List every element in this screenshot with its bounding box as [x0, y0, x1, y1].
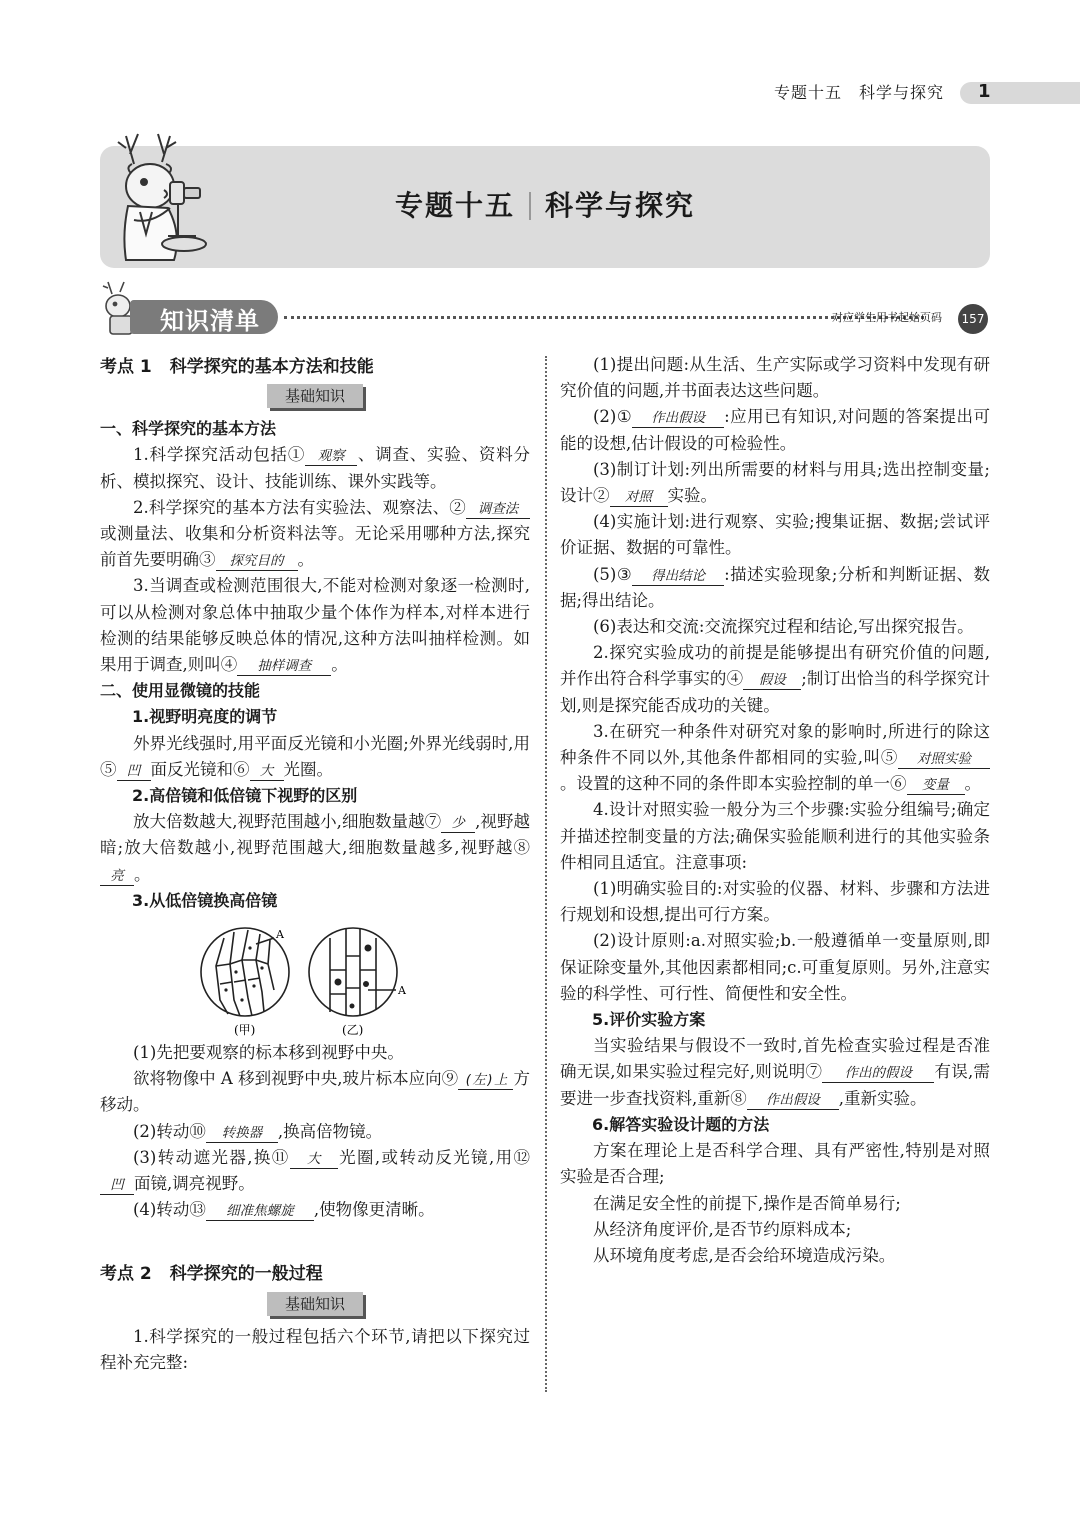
- running-title: 专题十五 科学与探究: [774, 83, 945, 102]
- answer-blank: 对照实验: [898, 750, 990, 769]
- paragraph: 欲将物像中 A 移到视野中央,玻片标本应向⑨ (左)上 方移动。: [100, 1069, 530, 1115]
- answer-blank: 凹: [100, 1176, 134, 1195]
- answer-blank: 大: [250, 762, 284, 781]
- label-a-jia: A: [276, 928, 284, 942]
- title-separator: [529, 192, 531, 220]
- chapter-name: 科学与探究: [545, 189, 696, 222]
- paragraph: 4.设计对照实验一般分为三个步骤:实验分组编号;确定并描述控制变量的方法;确保实验能顺利进行的其他实验条件相同且适宜。注意事项:: [560, 800, 990, 872]
- paragraph: 2.科学探究的基本方法有实验法、观察法、② 调查法或测量法、收集和分析资料法等。无论采用哪种方法,探究前首先要明确③ 探究目的 。: [100, 497, 530, 570]
- paragraph: (1)明确实验目的:对实验的仪器、材料、步骤和方法进行规划和设想,提出可行方案。: [560, 879, 990, 925]
- paragraph: (1)提出问题:从生活、生产实际或学习资料中发现有研究价值的问题,并书面表达这些问题。: [560, 355, 990, 401]
- answer-blank: 得出结论: [632, 567, 724, 586]
- paragraph: 3.在研究一种条件对研究对象的影响时,所进行的除这种条件不同以外,其他条件都相同的实验,叫⑤ 对照实验。设置的这种不同的条件即本实验控制的单一⑥ 变量 。: [560, 721, 990, 794]
- answer-blank: 作出假设: [747, 1091, 839, 1110]
- right-column: [560, 352, 990, 1269]
- knowledge-badge: [130, 300, 278, 334]
- section-heading: 二、使用显微镜的技能: [100, 681, 261, 701]
- answer-blank: 少: [441, 814, 475, 833]
- sub-heading: 6.解答实验设计题的方法: [592, 1114, 770, 1134]
- basic-knowledge-label: 基础知识: [267, 384, 363, 408]
- column-divider: [545, 356, 547, 1392]
- answer-blank: 调查法: [466, 500, 530, 519]
- basic-knowledge-label: 基础知识: [267, 1292, 363, 1316]
- answer-blank: 抽样调查: [237, 657, 331, 676]
- paragraph: 2.探究实验成功的前提是能够提出有研究价值的问题,并作出符合科学事实的④ 假设 ;制订出恰当的科学探究计划,则是探究能否成功的关键。: [560, 643, 990, 715]
- paragraph: (2)转动⑩ 转换器 ,换高倍物镜。: [133, 1121, 383, 1141]
- answer-blank: 作出假设: [632, 409, 724, 428]
- paragraph: 1.科学探究的一般过程包括六个环节,请把以下探究过程补充完整:: [100, 1326, 530, 1372]
- sub-heading: 3.从低倍镜换高倍镜: [132, 890, 278, 910]
- paragraph: 从经济角度评价,是否节约原料成本;: [593, 1219, 852, 1239]
- page-tab: [960, 82, 1080, 104]
- sub-heading: 1.视野明亮度的调节: [132, 707, 278, 727]
- answer-blank: 凹: [117, 762, 151, 781]
- answer-blank: 对照: [610, 488, 668, 507]
- caption-yi: (乙): [342, 1023, 364, 1038]
- paragraph: (4)转动⑬ 细准焦螺旋 ,使物像更清晰。: [133, 1200, 435, 1220]
- paragraph: 外界光线强时,用平面反光镜和小光圈;外界光线弱时,用⑤ 凹 面反光镜和⑥ 大 光圈。: [100, 733, 530, 779]
- answer-blank: 大: [290, 1150, 338, 1169]
- sub-heading: 2.高倍镜和低倍镜下视野的区别: [132, 786, 358, 806]
- paragraph: 3.当调查或检测范围很大,不能对检测对象逐一检测时,可以从检测对象总体中抽取少量个体作为样本,对样本进行检测的结果能够反映总体的情况,这种方法叫抽样检测。如果用于调查,则叫④ 抽样调查 。: [100, 576, 530, 675]
- paragraph: (3)制订计划:列出所需要的材料与用具;选出控制变量;设计② 对照 实验。: [560, 459, 990, 506]
- chapter-title: [100, 184, 990, 224]
- paragraph: (1)先把要观察的标本移到视野中央。: [133, 1043, 404, 1063]
- paragraph: 1.科学探究活动包括① 观察 、调查、实验、资料分析、模拟探究、设计、技能训练、课外实践等。: [100, 445, 531, 491]
- chapter-banner: [100, 146, 990, 268]
- microscope-field-figure: [190, 920, 440, 1038]
- kaodian-title: 科学探究的基本方法和技能: [169, 357, 374, 377]
- dotted-leader: [284, 316, 924, 319]
- answer-blank: 观察: [305, 447, 357, 466]
- paragraph: (6)表达和交流:交流探究过程和结论,写出探究报告。: [593, 617, 974, 637]
- kaodian-1-heading: [100, 354, 530, 380]
- paragraph: 当实验结果与假设不一致时,首先检查实验过程是否准确无误,如果实验过程完好,则说明⑦ 作出的假设 有误,需要进一步查找资料,重新⑧ 作出假设 ,重新实验。: [560, 1036, 990, 1108]
- answer-blank: 假设: [743, 671, 801, 690]
- answer-blank: (左)上: [458, 1071, 513, 1090]
- answer-blank: 细准焦螺旋: [206, 1202, 314, 1221]
- page-ref-badge: 157: [958, 304, 988, 334]
- left-column: [100, 352, 530, 1376]
- chapter-number: 专题十五: [394, 189, 515, 222]
- paragraph: 方案在理论上是否科学合理、具有严密性,特别是对照实验是否合理;: [560, 1141, 990, 1187]
- answer-blank: 转换器: [206, 1124, 278, 1143]
- page-ref-note: 对应学生用书起始页码: [832, 311, 942, 324]
- paragraph: (3)转动遮光器,换⑪ 大 光圈,或转动反光镜,用⑫凹 面镜,调亮视野。: [100, 1145, 530, 1197]
- answer-blank: 探究目的: [216, 552, 298, 571]
- paragraph: (2)设计原则:a.对照实验;b.一般遵循单一变量原则,即保证除变量外,其他因素都相同;c.可重复原则。另外,注意实验的科学性、可行性、简便性和安全性。: [560, 931, 990, 1003]
- kaodian-number: 考点 2: [100, 1264, 152, 1285]
- page-number: 1: [978, 81, 991, 102]
- kaodian-title: 科学探究的一般过程: [169, 1264, 323, 1285]
- paragraph: 放大倍数越大,视野范围越小,细胞数量越⑦ 少 ,视野越暗;放大倍数越小,视野范围越大,细胞数量越多,视野越⑧亮 。: [100, 812, 530, 884]
- answer-blank: 亮: [100, 867, 134, 886]
- kaodian-number: 考点 1: [100, 357, 152, 377]
- paragraph: (2)① 作出假设 :应用已有知识,对问题的答案提出可能的设想,估计假设的可检验性。: [560, 407, 990, 453]
- running-head: [760, 78, 1080, 106]
- sub-heading: 5.评价实验方案: [592, 1010, 706, 1030]
- knowledge-list-header: [100, 280, 990, 340]
- kaodian-2-heading: [100, 1261, 530, 1287]
- label-a-yi: A: [398, 984, 406, 998]
- knowledge-badge-label: 知识清单: [160, 307, 260, 335]
- paragraph: 在满足安全性的前提下,操作是否简单易行;: [593, 1193, 901, 1213]
- paragraph: 从环境角度考虑,是否会给环境造成污染。: [593, 1245, 896, 1265]
- deer-microscope-illustration: [104, 124, 214, 266]
- paragraph: (4)实施计划:进行观察、实验;搜集证据、数据;尝试评价证据、数据的可靠性。: [560, 512, 990, 558]
- answer-blank: 作出的假设: [822, 1064, 934, 1083]
- answer-blank: 变量: [907, 776, 965, 795]
- caption-jia: (甲): [234, 1023, 256, 1038]
- section-heading: 一、科学探究的基本方法: [100, 419, 277, 439]
- paragraph: (5)③ 得出结论 :描述实验现象;分析和判断证据、数据;得出结论。: [560, 564, 990, 610]
